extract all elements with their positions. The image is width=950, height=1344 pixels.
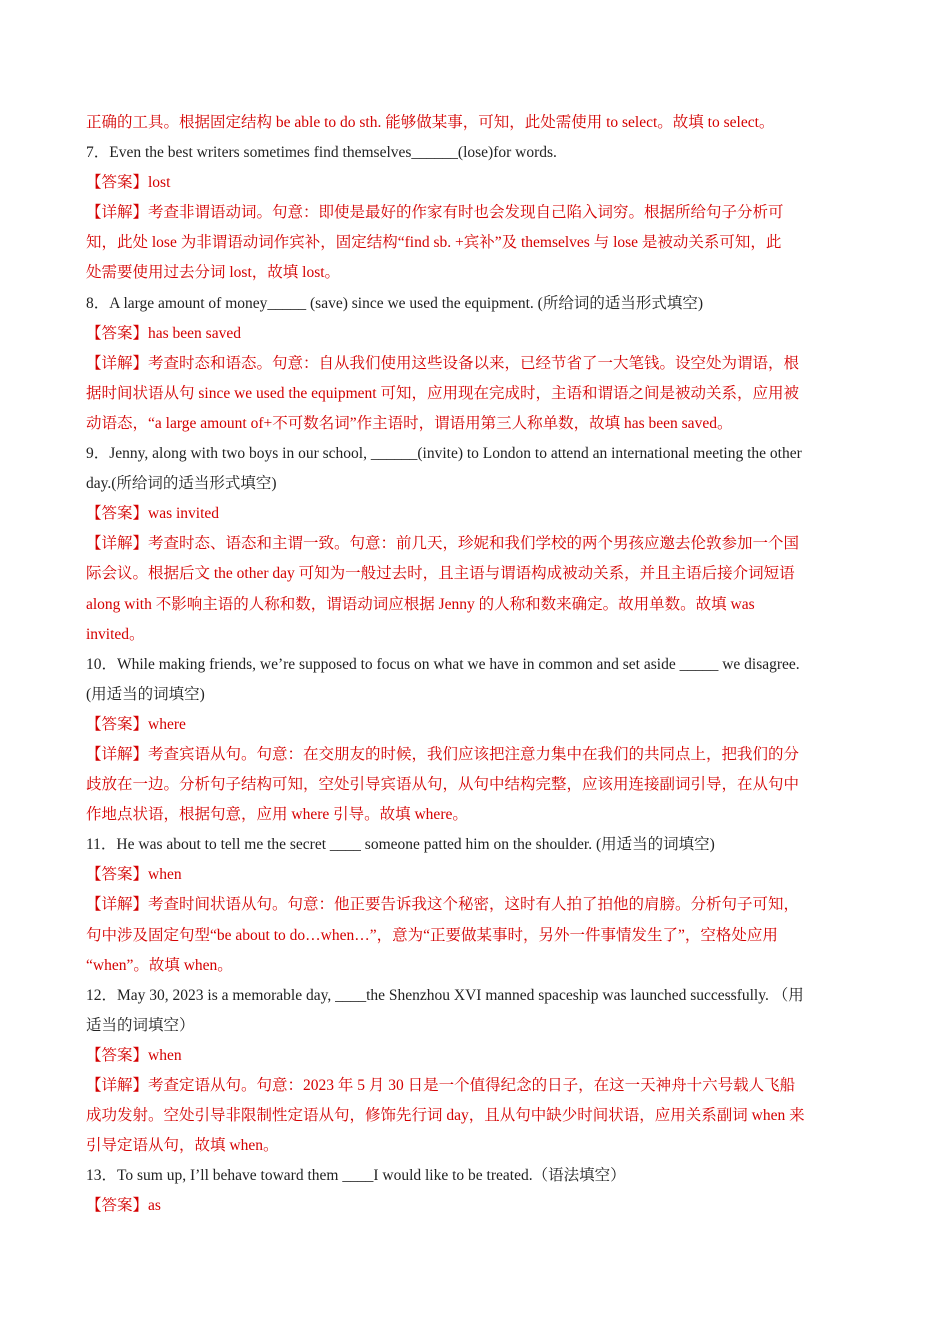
answer-line: 【答案】has been saved bbox=[86, 324, 241, 342]
answer-line: 句中涉及固定句型“be about to do…when…”，意为“正要做某事时，另外一件事情发生了”，空格处应用 bbox=[86, 926, 778, 944]
answer-line: 动语态，“a large amount of+不可数名词”作主语时，谓语用第三人称单数，故填 has been saved。 bbox=[86, 414, 733, 432]
question-line: 10．While making friends, we’re supposed to focus on what we have in common and set aside _____ we disagree. bbox=[86, 655, 800, 673]
question-line: (用适当的词填空) bbox=[86, 685, 205, 703]
answer-line: 【详解】考查时间状语从句。句意：他正要告诉我这个秘密，这时有人拍了拍他的肩膀。分析句子可知， bbox=[86, 896, 800, 914]
answer-line: 【详解】考查时态、语态和主谓一致。句意：前几天，珍妮和我们学校的两个男孩应邀去伦敦参加一个国 bbox=[86, 535, 800, 553]
answer-line: 正确的工具。根据固定结构 be able to do sth. 能够做某事，可知，此处需使用 to select。故填 to select。 bbox=[86, 114, 775, 131]
answer-line: 【详解】考查时态和语态。句意：自从我们使用这些设备以来，已经节省了一大笔钱。设空处为谓语，根 bbox=[86, 354, 800, 372]
answer-line: 处需要使用过去分词 lost，故填 lost。 bbox=[86, 264, 341, 282]
answer-line: invited。 bbox=[86, 625, 145, 643]
answer-line: 作地点状语，根据句意，应用 where 引导。故填 where。 bbox=[86, 806, 468, 824]
document-page bbox=[86, 108, 866, 1221]
question-line: 9．Jenny, along with two boys in our school, ______(invite) to London to attend an international meeting the other bbox=[86, 445, 802, 463]
question-line: 13．To sum up, I’ll behave toward them ____I would like to be treated.（语法填空） bbox=[86, 1167, 626, 1185]
answer-line: 【详解】考查宾语从句。句意：在交朋友的时候，我们应该把注意力集中在我们的共同点上，把我们的分 bbox=[86, 745, 800, 763]
answer-line: 【详解】考查定语从句。句意：2023 年 5 月 30 日是一个值得纪念的日子，在这一天神舟十六号载人飞船 bbox=[86, 1077, 796, 1094]
question-line: 适当的词填空） bbox=[86, 1016, 195, 1034]
answer-line: 【详解】考查非谓语动词。句意：即使是最好的作家有时也会发现自己陷入词穷。根据所给句子分析可 bbox=[86, 204, 784, 222]
answer-line: 知，此处 lose 为非谓语动词作宾补，固定结构“find sb. +宾补”及 themselves 与 lose 是被动关系可知，此 bbox=[86, 234, 782, 252]
answer-line: 歧放在一边。分析句子结构可知，空处引导宾语从句，从句中结构完整，应该用连接副词引导，在从句中 bbox=[86, 776, 800, 794]
answer-line: “when”。故填 when。 bbox=[86, 956, 233, 974]
answer-line: along with 不影响主语的人称和数，谓语动词应根据 Jenny 的人称和数来确定。故用单数。故填 was bbox=[86, 595, 755, 613]
question-line: 11．He was about to tell me the secret ____ someone patted him on the shoulder. (用适当的词填空) bbox=[86, 836, 715, 854]
question-line: 7．Even the best writers sometimes find themselves______(lose)for words. bbox=[86, 144, 557, 162]
answer-line: 【答案】where bbox=[86, 715, 186, 733]
answer-line: 【答案】as bbox=[86, 1197, 161, 1215]
answer-line: 【答案】lost bbox=[86, 174, 171, 192]
answer-line: 【答案】when bbox=[86, 866, 182, 884]
question-line: 8．A large amount of money_____ (save) since we used the equipment. (所给词的适当形式填空) bbox=[86, 294, 704, 312]
answer-line: 据时间状语从句 since we used the equipment 可知，应用现在完成时，主语和谓语之间是被动关系，应用被 bbox=[86, 384, 799, 402]
question-line: day.(所给词的适当形式填空) bbox=[86, 475, 277, 493]
answer-line: 【答案】when bbox=[86, 1046, 182, 1064]
answer-line: 【答案】was invited bbox=[86, 505, 220, 523]
question-line: 12．May 30, 2023 is a memorable day, ____the Shenzhou XVI manned spaceship was launched successfully. （用 bbox=[86, 986, 804, 1004]
answer-line: 引导定语从句，故填 when。 bbox=[86, 1137, 279, 1155]
answer-line: 成功发射。空处引导非限制性定语从句，修饰先行词 day，且从句中缺少时间状语，应用关系副词 when 来 bbox=[86, 1107, 805, 1125]
answer-line: 际会议。根据后文 the other day 可知为一般过去时，且主语与谓语构成被动关系，并且主语后接介词短语 bbox=[86, 565, 795, 583]
